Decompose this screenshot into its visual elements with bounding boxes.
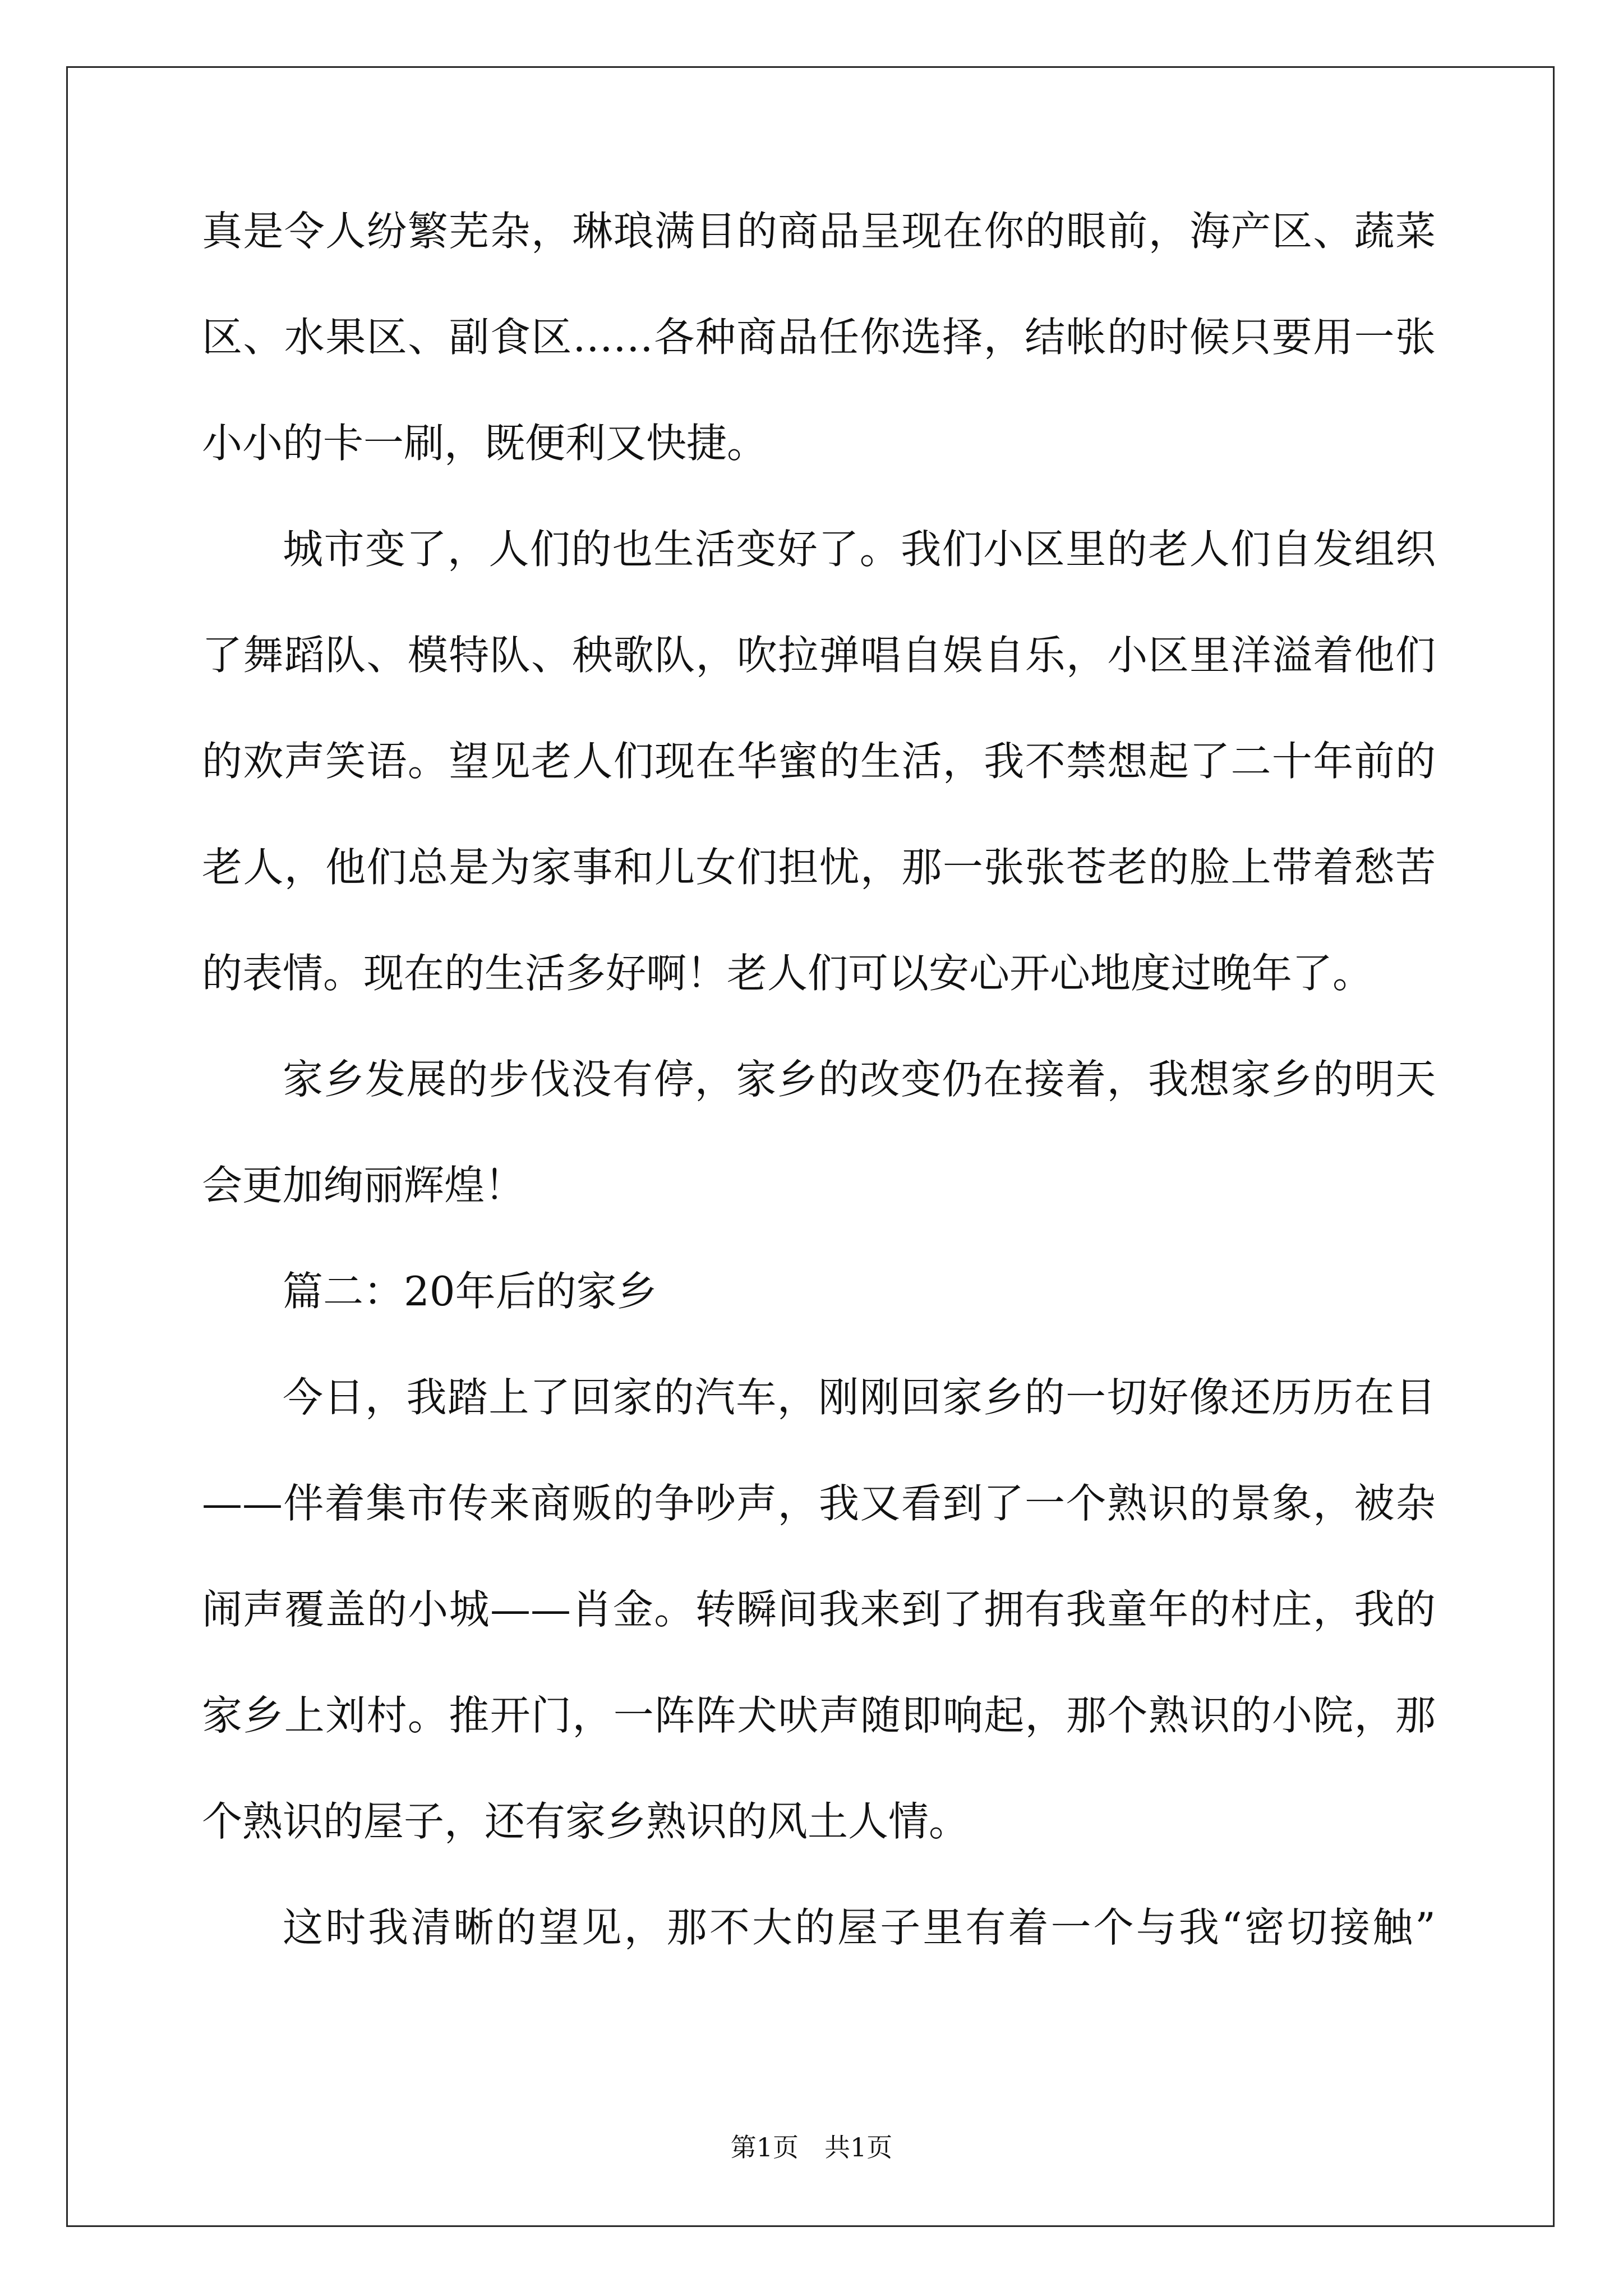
document-body bbox=[202, 178, 1436, 1981]
text-line: 今日，我踏上了回家的汽车，刚刚回家乡的一切好像还历历在目 bbox=[283, 1374, 1436, 1421]
text-line: 家乡上刘村。推开门，一阵阵犬吠声随即响起，那个熟识的小院，那 bbox=[202, 1692, 1436, 1739]
text-line: 真是令人纷繁芜杂，琳琅满目的商品呈现在你的眼前，海产区、蔬菜 bbox=[202, 208, 1436, 255]
page-footer: 第1页 共1页 bbox=[730, 2132, 893, 2162]
section-heading: 篇二：20年后的家乡 bbox=[283, 1268, 657, 1315]
text-line: 的表情。现在的生活多好啊！老人们可以安心开心地度过晚年了。 bbox=[202, 950, 1373, 997]
text-line: 家乡发展的步伐没有停，家乡的改变仍在接着，我想家乡的明天 bbox=[283, 1056, 1436, 1103]
text-line: 这时我清晰的望见，那不大的屋子里有着一个与我“密切接触” bbox=[283, 1904, 1436, 1951]
text-line: 的欢声笑语。望见老人们现在华蜜的生活，我不禁想起了二十年前的 bbox=[202, 738, 1436, 785]
text-line: 闹声覆盖的小城——肖金。转瞬间我来到了拥有我童年的村庄，我的 bbox=[202, 1586, 1436, 1633]
text-line: 个熟识的屋子，还有家乡熟识的风土人情。 bbox=[202, 1798, 970, 1845]
text-line: 区、水果区、副食区……各种商品任你选择，结帐的时候只要用一张 bbox=[202, 314, 1436, 361]
text-line: 会更加绚丽辉煌！ bbox=[202, 1162, 525, 1209]
text-line: 了舞蹈队、模特队、秧歌队，吹拉弹唱自娱自乐，小区里洋溢着他们 bbox=[202, 632, 1436, 679]
text-line: 老人，他们总是为家事和儿女们担忧，那一张张苍老的脸上带着愁苦 bbox=[202, 844, 1436, 891]
text-line: ——伴着集市传来商贩的争吵声，我又看到了一个熟识的景象，被杂 bbox=[202, 1480, 1436, 1527]
text-line: 城市变了，人们的也生活变好了。我们小区里的老人们自发组织 bbox=[283, 526, 1436, 573]
text-line: 小小的卡一刷，既便利又快捷。 bbox=[202, 420, 768, 467]
